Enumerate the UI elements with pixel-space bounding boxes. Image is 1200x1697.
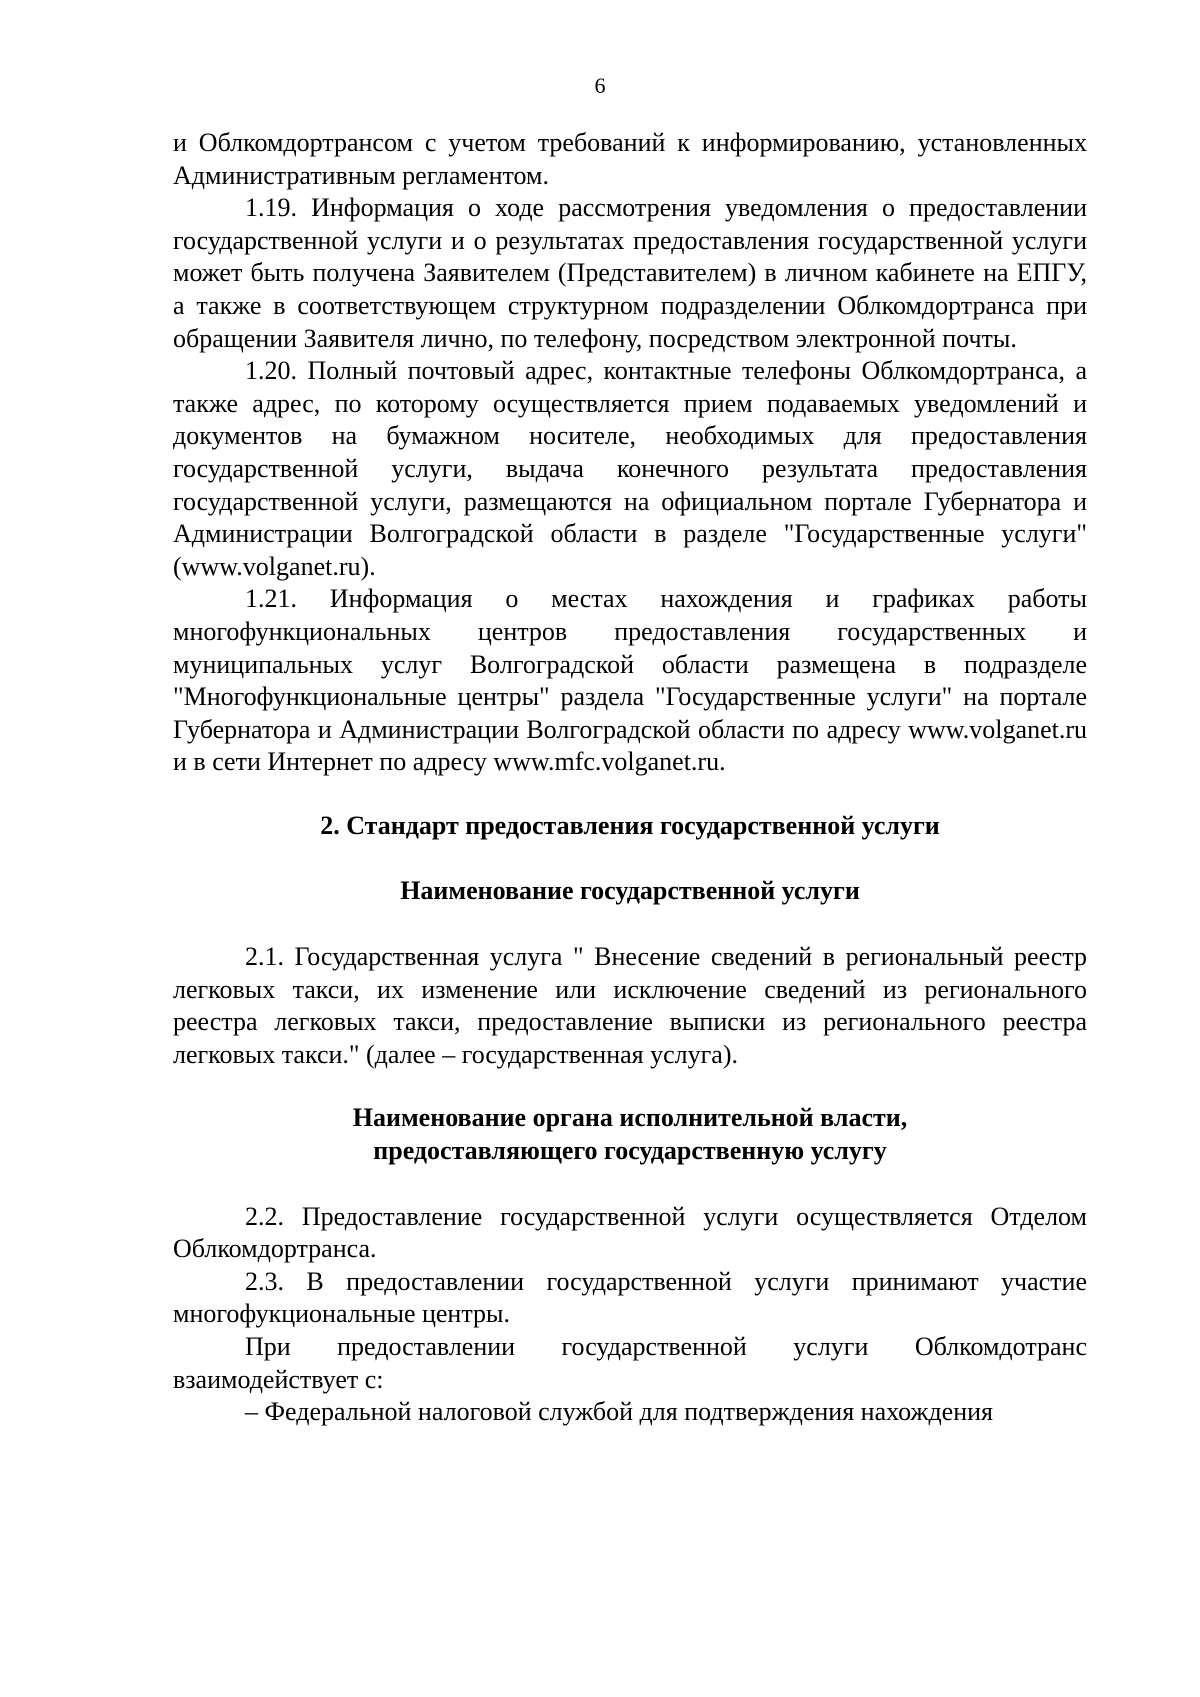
- spacer: [173, 842, 1087, 875]
- paragraph-interaction: При предоставлении государственной услуги Облкомдотранс взаимодействует с:: [173, 1332, 1087, 1394]
- spacer: [173, 1168, 1087, 1201]
- document-body: [173, 127, 1087, 1429]
- paragraph-1-21: 1.21. Информация о местах нахождения и графиках работы многофункциональных центров предоставления государственных и муниципальных услуг Волгоградской области размещена в подразделе "Многофункциональные центры" раздела "Государственные услуги" на портале Губернатора и Администрации Волгоградской области по адресу www.volganet.ru и в сети Интернет по адресу www.mfc.volganet.ru.: [173, 584, 1087, 777]
- subheading-authority-line-1: Наименование органа исполнительной власти,: [352, 1103, 908, 1133]
- paragraph-1-19: 1.19. Информация о ходе рассмотрения уведомления о предоставлении государственной услуги и о результатах предоставления государственной услуги может быть получена Заявителем (Представителем) в личном кабинете на ЕПГУ, а также в соответствующем структурном подразделении Облкомдортранса при обращении Заявителя лично, по телефону, посредством электронной почты.: [173, 193, 1087, 353]
- section-heading: 2. Стандарт предоставления государственной услуги: [320, 810, 940, 840]
- paragraph-2-2: 2.2. Предоставление государственной услуги осуществляется Отделом Облкомдортранса.: [173, 1201, 1087, 1264]
- subheading-authority-line-2: предоставляющего государственную услугу: [373, 1136, 887, 1166]
- page-number: 6: [594, 73, 606, 98]
- spacer: [173, 779, 1087, 810]
- spacer: [173, 1071, 1087, 1102]
- list-item-fns: – Федеральной налоговой службой для подтверждения нахождения: [245, 1397, 993, 1427]
- subheading-service-name: Наименование государственной услуги: [400, 876, 860, 906]
- spacer: [173, 908, 1087, 941]
- paragraph-2-1: 2.1. Государственная услуга " Внесение сведений в региональный реестр легковых такси, их изменение или исключение сведений из регионального реестра легковых такси, предоставление выписки из регионального реестра легковых такси." (далее – государственная услуга).: [173, 942, 1087, 1069]
- paragraph-1-20: 1.20. Полный почтовый адрес, контактные телефоны Облкомдортранса, а также адрес, по которому осуществляется прием подаваемых уведомлений и документов на бумажном носителе, необходимых для предоставления государственной услуги, выдача конечного результата предоставления государственной услуги, размещаются на официальном портале Губернатора и Администрации Волгоградской области в разделе "Государственные услуги" (www.volganet.ru).: [173, 356, 1087, 581]
- paragraph-continuation: и Облкомдортрансом с учетом требований к информированию, установленных Административным регламентом.: [173, 128, 1087, 190]
- paragraph-2-3: 2.3. В предоставлении государственной услуги принимают участие многофукциональные центры.: [173, 1266, 1087, 1329]
